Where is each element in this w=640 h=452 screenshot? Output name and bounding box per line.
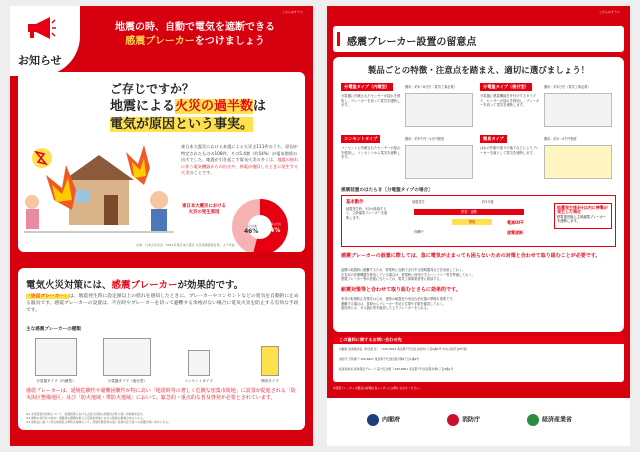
combined-item-1: 家具の転倒防止対策をはじめ、建物の耐震化や身近な消火器の準備も重要です。	[341, 297, 456, 301]
fdma-emblem	[447, 414, 459, 426]
product-builtin-fee: 費用：約5〜8万円（電気工事必要）	[405, 85, 457, 89]
product-simple-text: ばねの作動や重りの落下などによりブレーカーを落として電気を遮断します。	[480, 146, 540, 155]
power-off-label: 電源OFF	[507, 220, 524, 225]
contact-fdma: 消防庁 予防課 〒100-8927 東京都千代田区霞が関2丁目1番2号	[339, 357, 420, 361]
section-body	[26, 293, 300, 314]
panel-retrofit-image	[103, 338, 151, 376]
page-title	[333, 26, 624, 52]
donut-other-label: その他	[248, 224, 258, 228]
prep-item-1: 夜間の地震時に避難するため、停電時に自動で点灯する照明器具などを用意しておく。	[341, 268, 466, 272]
alarm-bar: 警報	[452, 219, 492, 225]
fact-body-red: 地震の揺れに伴う電気機器からの出火や、停電が復旧したときに発生する火災	[181, 157, 299, 175]
page-marker: こちらのチラシ	[281, 10, 303, 14]
callout-title: 地震発生後3分以内に停電が発生した場合	[557, 205, 608, 215]
section-body-highlight: 「感震ブレーカー」	[26, 294, 69, 299]
cabinet-office-name: 内閣府	[382, 416, 401, 424]
footnote-1: ※1 木造密集市街地について、地震時等における火災の延焼の危険性が特に高い市街地を指す。	[26, 412, 146, 416]
product-simple-label: 簡易タイプ	[480, 135, 507, 143]
operation-diagram	[341, 195, 616, 247]
product-simple-image	[544, 145, 612, 179]
callout-text: 停電復旧後に主幹漏電ブレーカーを遮断します。	[557, 214, 607, 224]
panel-builtin-image	[35, 338, 77, 376]
breaker-types-row	[26, 332, 300, 384]
fire-house-illustration	[24, 140, 174, 240]
type-retrofit-label: 分電盤タイプ（後付型）	[107, 379, 147, 383]
combined-item-2: 避難する場合は、普段からブレーカーを切る位置や手順を確認しておく。	[341, 301, 446, 306]
headline-emphasis: 感震ブレーカー	[125, 36, 195, 47]
fact-heading-b: は	[253, 99, 267, 114]
fdma-name: 消防庁	[462, 416, 481, 424]
type-simple-label: 簡易タイプ	[261, 379, 279, 383]
prep-heading: 感震ブレーカーの設置に際しては、急に電気が止まっても困らないための対策と合わせて取り組むことが必要です。	[341, 253, 601, 259]
product-outlet-image	[405, 145, 473, 179]
outlet-image	[188, 350, 210, 376]
type-simple	[240, 346, 300, 384]
page-headline	[90, 21, 300, 49]
fire-fact-card	[18, 72, 305, 252]
back-page	[327, 6, 630, 446]
quake-label: 地震発生	[412, 200, 425, 204]
fact-heading	[110, 98, 300, 134]
page-marker: こちらのチラシ	[598, 10, 620, 14]
prep-item-2: 在宅用の医療機器を使用している場合は、停電時に使用できるバッテリー等を準備しておく。	[341, 272, 475, 277]
section-heading-a: 電気火災対策には、	[26, 280, 112, 291]
contact-cabinet-office: 内閣府 政策統括官（防災担当） 〒100-8914 東京都千代田区永田町1丁目6番1号 中央合同庁舎8号館	[339, 347, 467, 351]
product-builtin-text: 分電盤に内蔵されたセンサーが揺れを感知し、ブレーカーを切って電気を遮断します。	[341, 94, 401, 108]
agency-logos	[327, 398, 630, 446]
contact-title: この資料に関するお問い合わせ先	[333, 336, 624, 344]
contact-meti: 経済産業省 産業保安グループ 電力安全課 〒100-8901 東京都千代田区霞が関1丁目3番1号	[339, 367, 454, 371]
type-builtin-label: 分電盤タイプ（内蔵型）	[36, 379, 76, 383]
fact-heading-red: 火災の過半数	[175, 99, 254, 114]
cabinet-office-logo	[367, 414, 400, 426]
front-page	[10, 6, 313, 446]
headline-line-1: 地震の時、自動で電気を遮断できる	[115, 22, 275, 33]
source-note: 出典：日本火災学会「2011年東日本大震災 火災等調査報告書」より作成	[136, 243, 235, 247]
diagram-heading: 感震装置のはたらき［分電盤タイプの場合］	[341, 188, 433, 193]
product-builtin-image	[405, 93, 473, 127]
product-simple	[480, 135, 616, 183]
section-heading-red: 感震ブレーカー	[111, 280, 178, 291]
title-accent	[337, 32, 340, 46]
headline-line-2	[90, 35, 300, 49]
priority-note: 感震ブレーカーは、延焼危険性や避難困難性が特に高い「地震時等の著しく危険な密集市街地」に設置が促進される「防災街区整備地区」及び「防火地域・準防火地域」において、緊急的・重点的な普及啓発が必要とされています。	[26, 388, 296, 401]
question-line: ご存じですか？	[110, 82, 195, 96]
prep-item-3: 感震ブレーカー等の設置に当たっては、電気工事事業者等に相談する。	[341, 277, 443, 282]
contact-box	[333, 336, 624, 382]
donut-other-pct: 46%	[244, 228, 259, 235]
product-retrofit	[480, 83, 616, 131]
combined-heading: 耐震対策等と合わせて取り組むとさらに効果的です。	[341, 287, 461, 293]
section-heading	[26, 277, 243, 291]
fact-body-c: 地震が引き起こす電気火災の多くは、	[206, 157, 278, 162]
donut-electric-pct: 54%	[266, 227, 281, 234]
meti-logo	[527, 414, 572, 426]
meti-name: 経済産業省	[542, 416, 573, 424]
power-bar: 停電・遮断	[414, 209, 524, 215]
shutoff-label: 遮電遮断	[507, 230, 523, 235]
footnotes	[26, 412, 300, 424]
donut-caption: 東日本大震災における火災の発生原因	[182, 204, 226, 215]
meti-emblem	[527, 414, 539, 426]
product-grid	[341, 83, 616, 183]
cabinet-office-emblem	[367, 414, 379, 426]
type-builtin	[26, 338, 86, 384]
type-outlet	[169, 350, 229, 384]
three-min-label: 約3分後	[482, 200, 494, 204]
notice-badge	[10, 6, 80, 76]
footnote-2: ※2 建物の老朽化や狭あい道路等の課題を抱えた密集市街地における取組の推進が求められる。	[26, 416, 146, 420]
fact-heading-c: 電気が原因という事実。	[110, 117, 254, 132]
megaphone-icon	[26, 16, 56, 40]
donut-electric-label: 電気関係の出火	[263, 223, 282, 226]
product-retrofit-label: 分電盤タイプ（後付型）	[480, 83, 532, 91]
section-heading-b: が効果的です。	[177, 280, 244, 291]
combined-item-3: 復旧時には、ガス漏れ等を確認した上でブレーカーを入れる。	[341, 306, 431, 311]
wait-label: 待機中	[414, 230, 424, 234]
breaker-effect-card	[18, 268, 305, 430]
product-retrofit-fee: 費用：約2万円（電気工事必要）	[544, 85, 591, 89]
product-simple-fee: 費用：約2〜4千円程度	[544, 137, 577, 141]
type-outlet-label: コンセントタイプ	[184, 379, 213, 383]
fact-body-b: の108件、その5.4割（約54%）が電気関係の出火でした。	[181, 150, 298, 162]
section-body-text: は、地震発生時に設定値以上の揺れを感知したときに、ブレーカーやコンセントなどの電気を自動的に止める器具です。感震ブレーカーの設置は、不在時やブレーカーを切って避難する余裕がない場合に電気火災を防止する有効な手段です。	[26, 294, 299, 313]
prep-list	[341, 268, 616, 282]
product-builtin	[341, 83, 477, 131]
power-outage-callout	[554, 203, 612, 229]
types-heading: 主な感震ブレーカーの種類	[26, 327, 81, 332]
guide-heading: 製品ごとの特徴・注意点を踏まえ、適切に選びましょう！	[367, 66, 590, 76]
fact-heading-a: 地震による	[110, 99, 176, 114]
product-outlet-label: コンセントタイプ	[341, 135, 380, 143]
basic-title: 基本動作	[346, 200, 364, 205]
fact-body	[181, 144, 299, 177]
product-outlet-text: コンセントに内蔵されたセンサーが揺れを感知し、コンセントから電気を遮断します。	[341, 146, 401, 160]
product-footnote: ※感震ブレーカーの製品の詳細は各メーカーにお問い合わせください。	[333, 386, 422, 390]
product-outlet-fee: 費用：約5千円〜2万円程度	[405, 137, 445, 141]
fact-body-a: 東日本大震災における本震による火災全111件のうち、原因が特定されたもの	[181, 144, 298, 156]
fact-body-d: のことです。	[189, 170, 215, 175]
combined-list	[341, 297, 616, 311]
page-title-text: 感震ブレーカー設置の留意点	[347, 37, 477, 48]
fdma-logo	[447, 414, 480, 426]
product-outlet	[341, 135, 477, 183]
cause-donut-chart	[230, 197, 290, 252]
product-guide-card	[333, 57, 624, 332]
product-retrofit-image	[544, 93, 612, 127]
basic-text: 地震発生時、3分が経過すると、主幹漏電ブレーカーを遮断します。	[346, 207, 388, 220]
product-builtin-label: 分電盤タイプ（内蔵型）	[341, 83, 393, 91]
product-retrofit-text: 分電盤に感震機能を外付けするタイプで、センサーが揺れを感知し、ブレーカーを切って電気を遮断します。	[480, 94, 540, 108]
simple-device-image	[261, 346, 279, 376]
notice-label: お知らせ	[18, 54, 62, 67]
headline-rest: をつけましょう	[194, 36, 265, 47]
footnote-3: ※3 消防法に基づく防火地域及び準防火地域のうち、延焼危険性等の高い区域の住宅等への設置が特に求められる。	[26, 420, 171, 424]
type-retrofit	[97, 338, 157, 384]
